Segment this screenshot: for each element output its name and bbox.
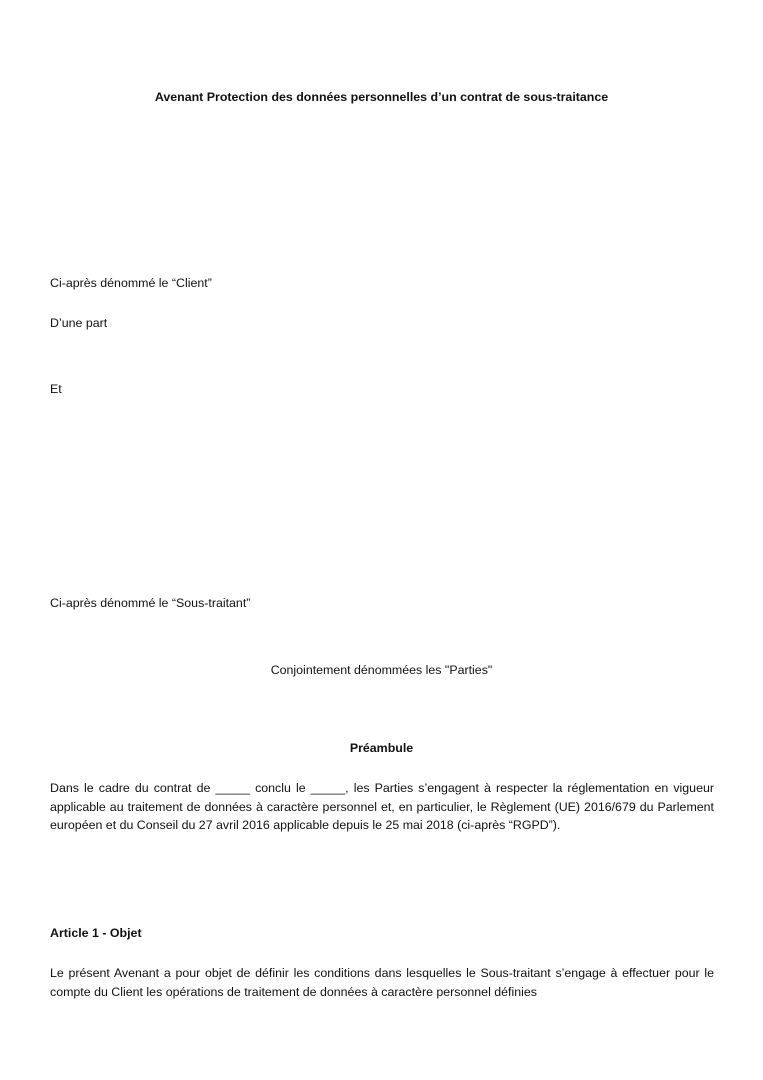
preamble-paragraph: Dans le cadre du contrat de _____ conclu le _____, les Parties s’engagent à respecter la réglementation en vigueur applicable au traitement de données à caractère personnel et, en particulier, le Règlement (UE) 2016/679 du Parlement européen et du Conseil du 27 avril 2016 applicable depuis le 25 mai 2018 (ci-après “RGPD”). (50, 781, 714, 832)
client-designation: Ci-après dénommé le “Client” (50, 276, 212, 290)
first-party-text: D’une part (50, 316, 108, 330)
and-text: Et (50, 382, 62, 396)
preamble-heading: Préambule (349, 741, 414, 755)
document-title: Avenant Protection des données personnelles d’un contrat de sous-traitance (154, 90, 609, 104)
subcontractor-designation: Ci-après dénommé le “Sous-traitant” (50, 596, 251, 610)
article-1-paragraph: Le présent Avenant a pour objet de définir les conditions dans lesquelles le Sous-traitant s’engage à effectuer pour le compte du Client les opérations de traitement de données à caractère personnel définies (50, 966, 714, 999)
parties-designation: Conjointement dénommées les "Parties" (270, 663, 493, 677)
article-1-heading: Article 1 - Objet (50, 926, 142, 940)
